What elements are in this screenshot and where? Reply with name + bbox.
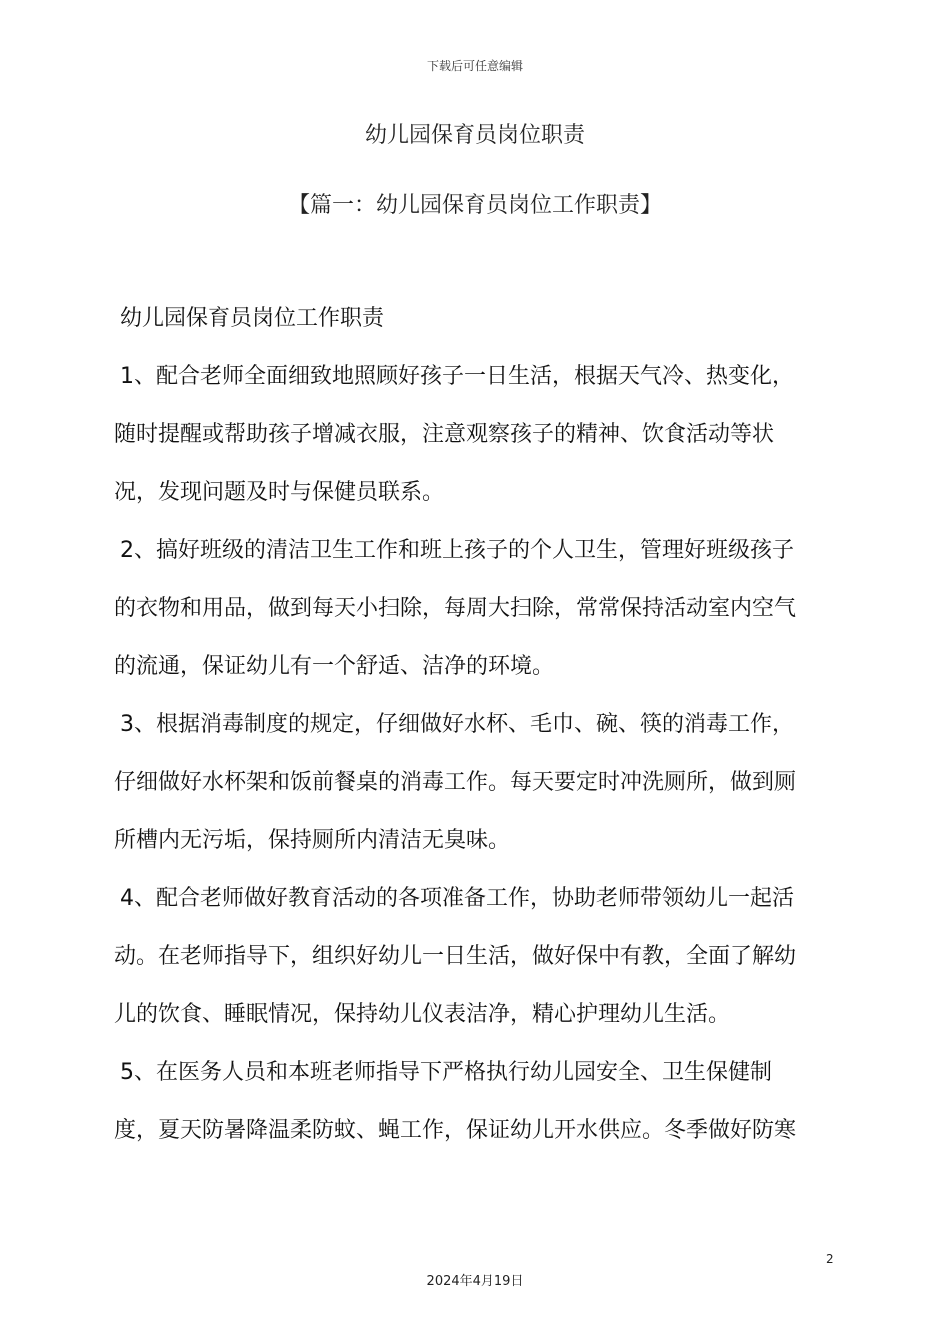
paragraph-line: 4、配合老师做好教育活动的各项准备工作，协助老师带领幼儿一起活	[120, 886, 794, 911]
paragraph-line: 度，夏天防暑降温柔防蚊、蝇工作，保证幼儿开水供应。冬季做好防寒	[114, 1118, 797, 1143]
paragraph-line: 动。在老师指导下，组织好幼儿一日生活，做好保中有教，全面了解幼	[114, 944, 797, 969]
header-note: 下载后可任意编辑	[426, 59, 523, 73]
document-body	[114, 290, 844, 1160]
paragraph-line: 1、配合老师全面细致地照顾好孩子一日生活，根据天气冷、热变化，	[120, 364, 794, 389]
paragraph-5	[114, 1044, 844, 1160]
paragraph-line: 所槽内无污垢，保持厕所内清洁无臭味。	[114, 828, 511, 853]
paragraph-line: 仔细做好水杯架和饭前餐桌的消毒工作。每天要定时冲洗厕所，做到厕	[114, 770, 797, 795]
document-subtitle: 【篇一：幼儿园保育员岗位工作职责】	[287, 193, 662, 218]
paragraph-line: 随时提醒或帮助孩子增减衣服，注意观察孩子的精神、饮食活动等状	[114, 422, 775, 447]
paragraph-line: 的流通，保证幼儿有一个舒适、洁净的环境。	[114, 654, 555, 679]
page-number: 2	[826, 1252, 834, 1266]
footer-date: 2024年4月19日	[426, 1274, 524, 1289]
paragraph-3	[114, 696, 844, 870]
paragraph-line: 儿的饮食、睡眠情况，保持幼儿仪表洁净，精心护理幼儿生活。	[114, 1002, 731, 1027]
paragraph-line: 2、搞好班级的清洁卫生工作和班上孩子的个人卫生，管理好班级孩子	[120, 538, 794, 563]
paragraph-4	[114, 870, 844, 1044]
section-heading: 幼儿园保育员岗位工作职责	[120, 306, 385, 331]
paragraph-line: 3、根据消毒制度的规定，仔细做好水杯、毛巾、碗、筷的消毒工作，	[120, 712, 794, 737]
document-title: 幼儿园保育员岗位职责	[364, 123, 585, 148]
paragraph-line: 5、在医务人员和本班老师指导下严格执行幼儿园安全、卫生保健制	[120, 1060, 772, 1085]
paragraph-2	[114, 522, 844, 696]
paragraph-line: 的衣物和用品，做到每天小扫除，每周大扫除，常常保持活动室内空气	[114, 596, 797, 621]
paragraph-1	[114, 348, 844, 522]
paragraph-line: 况，发现问题及时与保健员联系。	[114, 480, 445, 505]
